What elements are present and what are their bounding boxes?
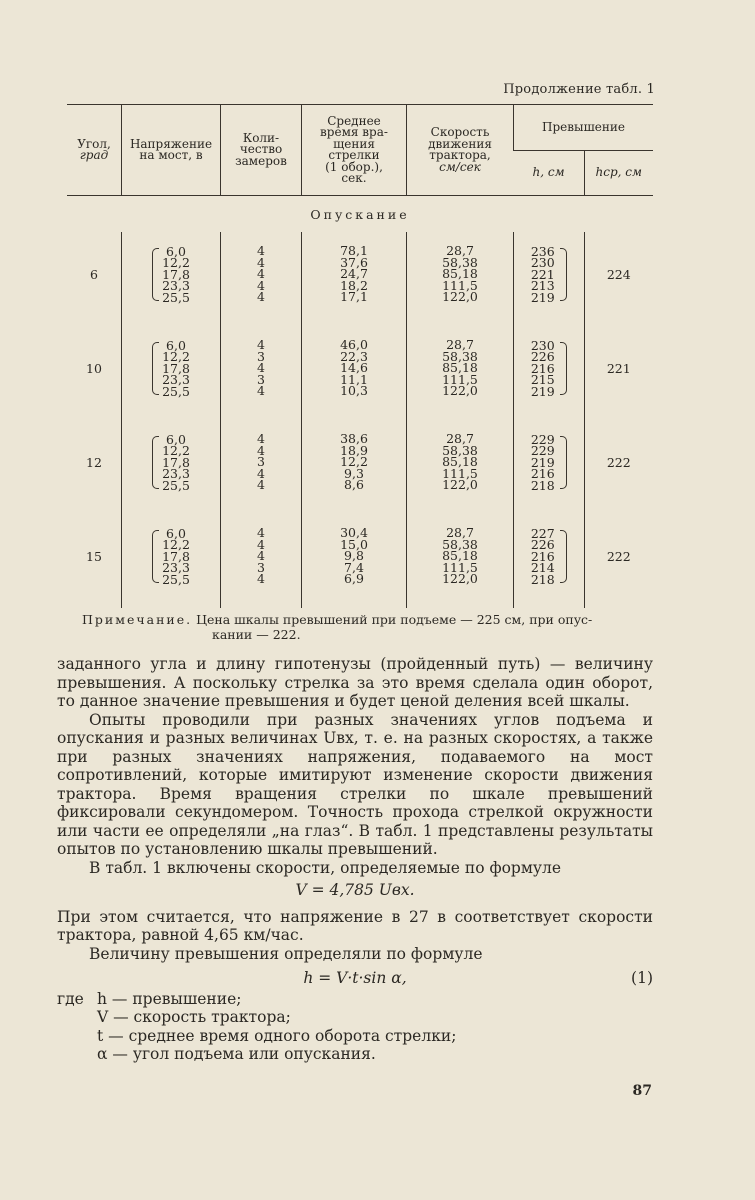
note-label: Примечание.	[82, 612, 193, 627]
angle-cell: 6	[90, 266, 98, 282]
table-note	[82, 612, 652, 642]
count-cell: 4 4 4 4 4	[221, 232, 302, 316]
angle-cell: 15	[86, 548, 102, 564]
formula-speed: V = 4,785 Uвх.	[295, 881, 415, 899]
hcp-cell: 224	[584, 232, 653, 316]
definition-item: α — угол подъема или опускания.	[97, 1045, 376, 1063]
count-cell: 4 4 4 3 4	[221, 514, 302, 598]
angle-cell: 12	[86, 454, 102, 470]
equation-number: (1)	[631, 969, 653, 987]
voltage-cell: 6,0 12,2 17,8 23,3 25,5	[122, 326, 221, 410]
page-number: 87	[632, 1083, 652, 1099]
hcp-cell: 221	[584, 326, 653, 410]
data-table	[67, 104, 653, 608]
time-cell: 46,0 22,3 14,6 11,1 10,3	[302, 326, 407, 410]
table-continuation-label: Продолжение табл. 1	[503, 82, 655, 97]
h-cell: 227 226 216 214 218	[514, 514, 585, 598]
time-cell: 78,1 37,6 24,7 18,2 17,1	[302, 232, 407, 316]
header-h: h, см	[514, 150, 585, 196]
speed-cell: 28,7 58,38 85,18 111,5 122,0	[407, 514, 514, 598]
paragraph-3: В табл. 1 включены скорости, определяемые по формуле	[89, 858, 562, 877]
note-line-2: кании — 222.	[212, 627, 301, 642]
voltage-cell: 6,0 12,2 17,8 23,3 25,5	[122, 420, 221, 504]
note-line-1: Цена шкалы превышений при подъеме — 225 см, при опус-	[196, 612, 593, 627]
count-cell: 4 3 4 3 4	[221, 326, 302, 410]
h-cell: 229 229 219 216 218	[514, 420, 585, 504]
table-row-group	[67, 514, 653, 598]
header-speed: Скорость движения трактора, см/сек	[407, 105, 514, 196]
speed-cell: 28,7 58,38 85,18 111,5 122,0	[407, 326, 514, 410]
definition-item: V — скорость трактора;	[97, 1008, 291, 1026]
table-row-group	[67, 232, 653, 316]
hcp-cell: 222	[584, 420, 653, 504]
section-title: Опускание	[310, 206, 410, 222]
definition-item: h — превышение;	[97, 989, 242, 1008]
header-angle: Угол, град	[67, 105, 122, 196]
voltage-cell: 6,0 12,2 17,8 23,3 25,5	[122, 514, 221, 598]
time-cell: 30,4 15,0 9,8 7,4 6,9	[302, 514, 407, 598]
paragraph-4: При этом считается, что напряжение в 27 в соответствует скорости трактора, равной 4,65 км/час.	[57, 907, 653, 944]
header-excess: Превышение	[514, 105, 654, 151]
time-cell: 38,6 18,9 12,2 9,3 8,6	[302, 420, 407, 504]
definition-item: t — среднее время одного оборота стрелки;	[97, 1026, 457, 1045]
table-row-group	[67, 326, 653, 410]
header-hcp: hср, см	[584, 150, 653, 196]
header-count: Коли- чество замеров	[221, 105, 302, 196]
paragraph-1: заданного угла и длину гипотенузы (пройденный путь) — величину превышения. А поскольку стрелка за это время сделала один оборот, то данное значение превышения и будет ценой деления всей шкалы.	[57, 655, 653, 710]
count-cell: 4 4 3 4 4	[221, 420, 302, 504]
h-cell: 236 230 221 213 219	[514, 232, 585, 316]
h-cell: 230 226 216 215 219	[514, 326, 585, 410]
hcp-cell: 222	[584, 514, 653, 598]
table-row-group	[67, 420, 653, 504]
angle-cell: 10	[86, 360, 102, 376]
where-word: где	[57, 989, 84, 1008]
speed-cell: 28,7 58,38 85,18 111,5 122,0	[407, 420, 514, 504]
header-voltage: Напряжение на мост, в	[122, 105, 221, 196]
paragraph-5: Величину превышения определяли по формуле	[89, 944, 483, 963]
speed-cell: 28,7 58,38 85,18 111,5 122,0	[407, 232, 514, 316]
definitions	[57, 990, 653, 1064]
formula-excess-text: h = V·t·sin α,	[303, 969, 407, 987]
formula-excess	[57, 969, 653, 988]
body-text	[57, 655, 653, 1064]
voltage-cell: 6,0 12,2 17,8 23,3 25,5	[122, 232, 221, 316]
header-time: Среднее время вра- щения стрелки (1 обор.), сек.	[302, 105, 407, 196]
paragraph-2: Опыты проводили при разных значениях углов подъема и опускания и разных величинах Uвх, т. е. на разных скоростях, а также при разных значениях напряжения, подаваемого на мост сопротивлений, которые имитируют изменение скорости движения трактора. Время вращения стрелки по шкале превышений фиксировали секундомером. Точность прохода стрелкой окружности или части ее определяли „на глаз“. В табл. 1 представлены результаты опытов по установлению шкалы превышений.	[57, 710, 653, 858]
